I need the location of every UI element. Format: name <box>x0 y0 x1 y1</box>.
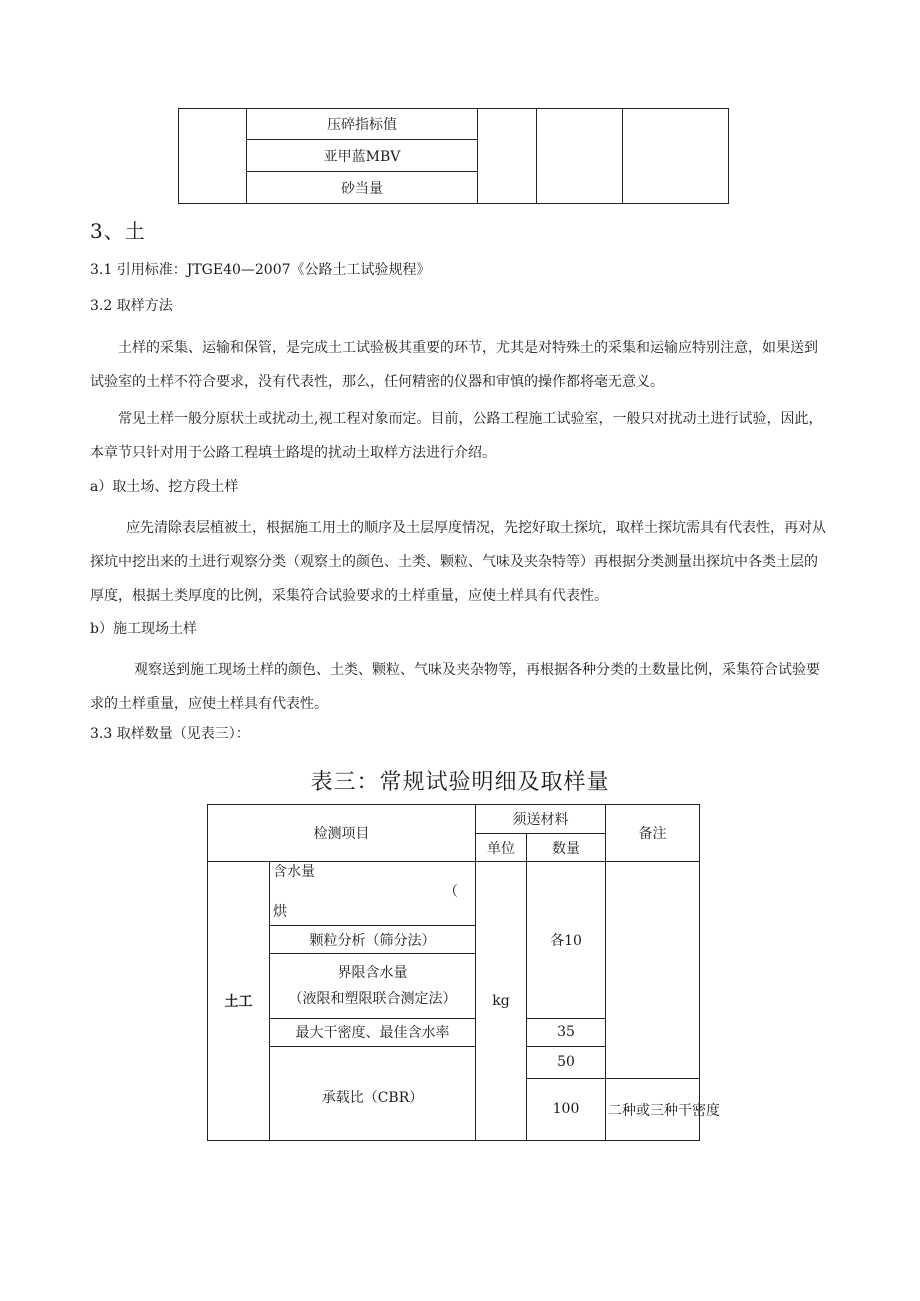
header-material: 须送材料 <box>476 805 606 834</box>
qty-each: 各10 <box>527 862 606 1018</box>
header-item: 检测项目 <box>208 805 476 862</box>
item-grain: 颗粒分析（筛分法） <box>270 926 476 954</box>
subheading-b: b）施工现场土样 <box>90 621 197 637</box>
item-moisture-line3: 烘 <box>273 904 287 921</box>
qty-cbr-a: 50 <box>527 1046 606 1078</box>
table-caption: 表三：常规试验明细及取样量 <box>310 770 610 795</box>
item-moisture-line1: 含水量 <box>273 864 315 881</box>
paragraph: 应先清除表层植被土，根据施工用土的顺序及土层厚度情况，先挖好取土探坑，取样土探坑需具有代表性，再对从探坑中挖出来的土进行观察分类（观察土的颜色、土类、颗粒、气味及夹杂特等）再根据分类测量出探坑中各类土层的厚度，根据土类厚度的比例，采集符合试验要求的土样重量，应使土样具有代表性。 <box>90 520 826 604</box>
unit-cell: kg <box>476 862 527 1141</box>
subheading-quantity: 3.3 取样数量（见表三）： <box>90 726 250 742</box>
paragraph: 土样的采集、运输和保管，是完成土工试验极其重要的环节，尤其是对特殊土的采集和运输应特别注意，如果送到试验室的土样不符合要求，没有代表性，那么，任何精密的仪器和审慎的操作都将毫无意义。 <box>90 340 818 390</box>
remark-cbr: 二种或三种干密度 <box>606 1078 700 1140</box>
item-moisture <box>270 862 476 926</box>
subheading-a: a）取土场、挖方段土样 <box>90 479 239 495</box>
item-cbr: 承载比（CBR） <box>270 1046 476 1140</box>
table-cell: 砂当量 <box>247 172 478 204</box>
item-limit-line2: （液限和塑限联合测定法） <box>288 991 457 1008</box>
table-cell: 亚甲蓝MBV <box>247 140 478 172</box>
header-unit: 单位 <box>476 834 527 862</box>
item-moisture-line2: （ <box>444 884 458 901</box>
top-fragment-table <box>178 108 729 204</box>
table-cell <box>537 109 623 204</box>
item-compaction: 最大干密度、最佳含水率 <box>270 1018 476 1046</box>
paragraph: 观察送到施工现场土样的颜色、土类、颗粒、气味及夹杂物等，再根据各种分类的土数量比例，采集符合试验要求的土样重量，应使土样具有代表性。 <box>90 662 820 712</box>
item-limit-line1: 界限含水量 <box>337 965 408 982</box>
subheading-sampling-method: 3.2 取样方法 <box>90 298 173 314</box>
reference-standard: 3.1 引用标准：JTGE40—2007《公路土工试验规程》 <box>90 262 431 278</box>
paragraph: 常见土样一般分原状土或扰动土,视工程对象而定。目前，公路工程施工试验室，一般只对扰动土进行试验，因此，本章节只针对用于公路工程填土路堤的扰动土取样方法进行介绍。 <box>90 411 823 461</box>
table-cell <box>478 109 537 204</box>
section-heading: 3、土 <box>90 219 146 243</box>
qty-compaction: 35 <box>527 1018 606 1046</box>
category-cell: 土工 <box>208 862 270 1141</box>
item-limit <box>270 954 476 1018</box>
table-cell: 压碎指标值 <box>247 109 478 140</box>
sampling-quantity-table <box>207 804 720 1141</box>
table-cell <box>623 109 729 204</box>
qty-cbr-b: 100 <box>527 1078 606 1140</box>
table-cell <box>179 109 247 204</box>
header-remark: 备注 <box>606 805 700 862</box>
remark-cell <box>606 862 700 1079</box>
header-qty: 数量 <box>527 834 606 862</box>
